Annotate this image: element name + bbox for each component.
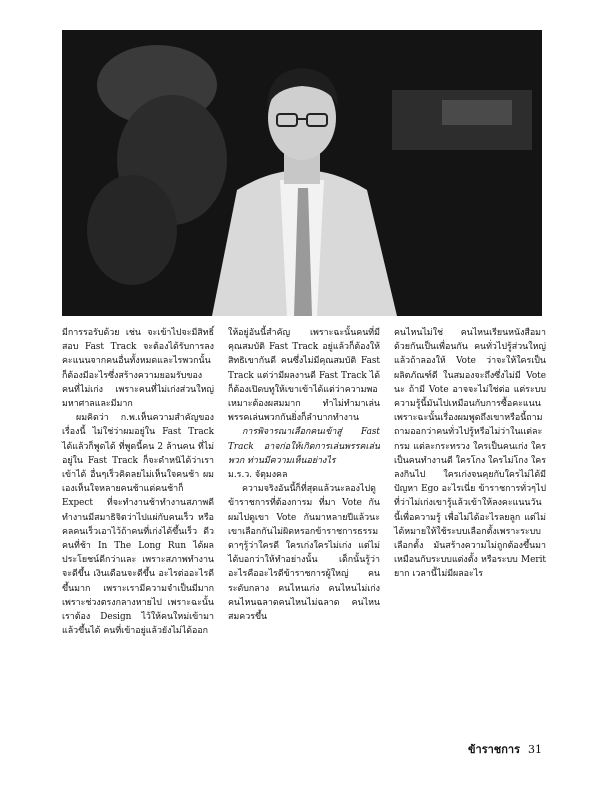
paragraph: คนไหนไม่ใช่ คนไหนเรียนหนังสือมาด้วยกันเป็นเพื่อนกัน คนทั่วไปรู้ส่วนใหญ่ แล้วถ้าลองให้ Vote ว่าจะให้ใครเป็นผลิตภัณฑ์ดี ในสมองจะถึงซึ่งไม่มี Vote นะ ถ้ามี Vote อาจจะไม่ใช่ต่อ แต่ระบบความรู้นี้มันไปเหมือนกับการซื้อคะแนน เพราะฉะนั้นเรื่องผมพูดถึงเขาหรือนี้ถามถามออกว่าคนทั่วไปรู้หรือไม่ว่าในแต่ละกรม แต่ละกระทรวง ใครเป็นคนเก่ง ใครเป็นคนทำงานดี ใครโกง ใครไม่โกง ใครลงกินไป ใครเก่งจนคุยกับใครไม่ได้มีปัญหา Ego อะไรเนี่ย ข้าราชการทั่วๆไป ที่ว่าไม่เก่งเขารู้แล้วเข้าให้ลงคะแนนวันนี้เพื่อความรู้ เพื่อไม่ได้อะไรลยลูก แต่ไม่ได้หมายให้ใช้ระบบเลือกตั้งเพราะระบบเลือกตั้ง มันสร้างความไม่ถูกต้องขึ้นมาเหมือนกับระบบแต่งตั้ง หรือระบบ Merit ยาก เวลานี้ไม่มีผลอะไร [394,328,546,580]
paragraph: มีการรอรับด้วย เช่น จะเข้าไปจะมีสิทธิ์สอบ Fast Track จะต้องได้รับการลงคะแนนจากคนอื่นทั้งหมดและไรพวกนั้น ก็ต้องมีอะไรซึ่งสร้างความยอมรับของคนที่ไม่เก่ง เพราะคนที่ไม่เก่งส่วนใหญ่มหาศาลและมีมาก [62,328,214,410]
text-column-3 [394,326,546,582]
man-portrait-photo [62,30,542,316]
question: การพิจารณาเลือกคนเข้าสู่ Fast Track อาจก่อให้เกิดการเล่นพรรคเล่นพวก ท่านมีความเห็นอย่างไร [228,427,380,466]
paragraph: ผมคิดว่า ก.พ.เห็นความสำคัญของเรื่องนี้ ไม่ใช่ว่าผมอยู่ใน Fast Track ได้แล้วก็พูดได้ ที่พูดนี้คน 2 ล้านคน ที่ไม่อยู่ใน Fast Track ก็จะดำหนิได้ว่าเราเข้าได้ อื่นๆเร็วคิดลยไม่เห็นใจคนช้า ผมเองเห็นใจหลายคนช้าแต่คนช้าก็ Expect ที่จะทำงานช้าทำงานสภาพดี ทำงานมีสมาธิจิตว่าไปแผ่กับคนเร็ว หรือคลคนเร็วเอาไว้ถ้าคนที่เก่งได้ขึ้นเร็ว ดีวคนที่ช้า In The Long Run ได้ผลประโยชน์ดีกว่าและ เพราะสภาพทำงานจะดีขึ้น เงินเดือนจะดีขึ้น อะไรต่ออะไรดีขึ้นมาก เพราะเรามีความจำเป็นมีมากเพราะช่วงตรงกลางหายไป เพราะฉะนั้นเราต้อง Design ไว้ให้คนใหม่เข้ามาแล้วขึ้นได้ คนที่เข้าอยู่แล้วยังไม่ได้ออก [62,413,214,637]
paragraph: ความจริงอันนี้ก็ที่สุดแล้วนะลองไปดูข้าราชการที่ต้องการม ที่มา Vote กัน ผมไปดูเขา Vote กันมาหลายปีแล้วนะเขาเลือกกันไม่ผิดหรอกข้าราชการธรรมดาๆรู้ว่าใครดี ใครเก่งใครไม่เก่ง แต่ไม่ได้บอกว่าให้ทำอย่างนั้น เด็กนั้นรู้ว่าอะไรคืออะไรดีข้าราชการผู้ใหญ่ คนระดับกลาง คนไหนเก่ง คนไหนไม่เก่ง คนไหนฉลาดคนไหนไม่ฉลาด คนไหนสมควรขึ้น [228,484,380,623]
speaker-name: ม.ร.ว. จัตุมงคล [228,470,288,481]
page-number: 31 [528,743,542,756]
magazine-name: ข้าราชการ [468,743,520,756]
text-column-1 [62,326,214,638]
page-footer [468,740,542,758]
paragraph: ให้อยู่อันนี้สำคัญ เพราะฉะนั้นคนที่มีคุณสมบัติ Fast Track อยู่แล้วก็ต้องให้สิทธิเขากันดี คนซึ่งไม่มีคุณสมบัติ Fast Track แต่ว่ามีผลงานดี Fast Track ได้ ก็ต้องเปิดบทูให้เขาเข้าได้แต่ว่าความพอเหมาะต้องผสมมาก ทำไม่ทำมาเล่นพรรคเล่นพวกกันยิ่งก็ลำบากทำงาน [228,328,380,424]
text-column-2 [228,326,380,624]
